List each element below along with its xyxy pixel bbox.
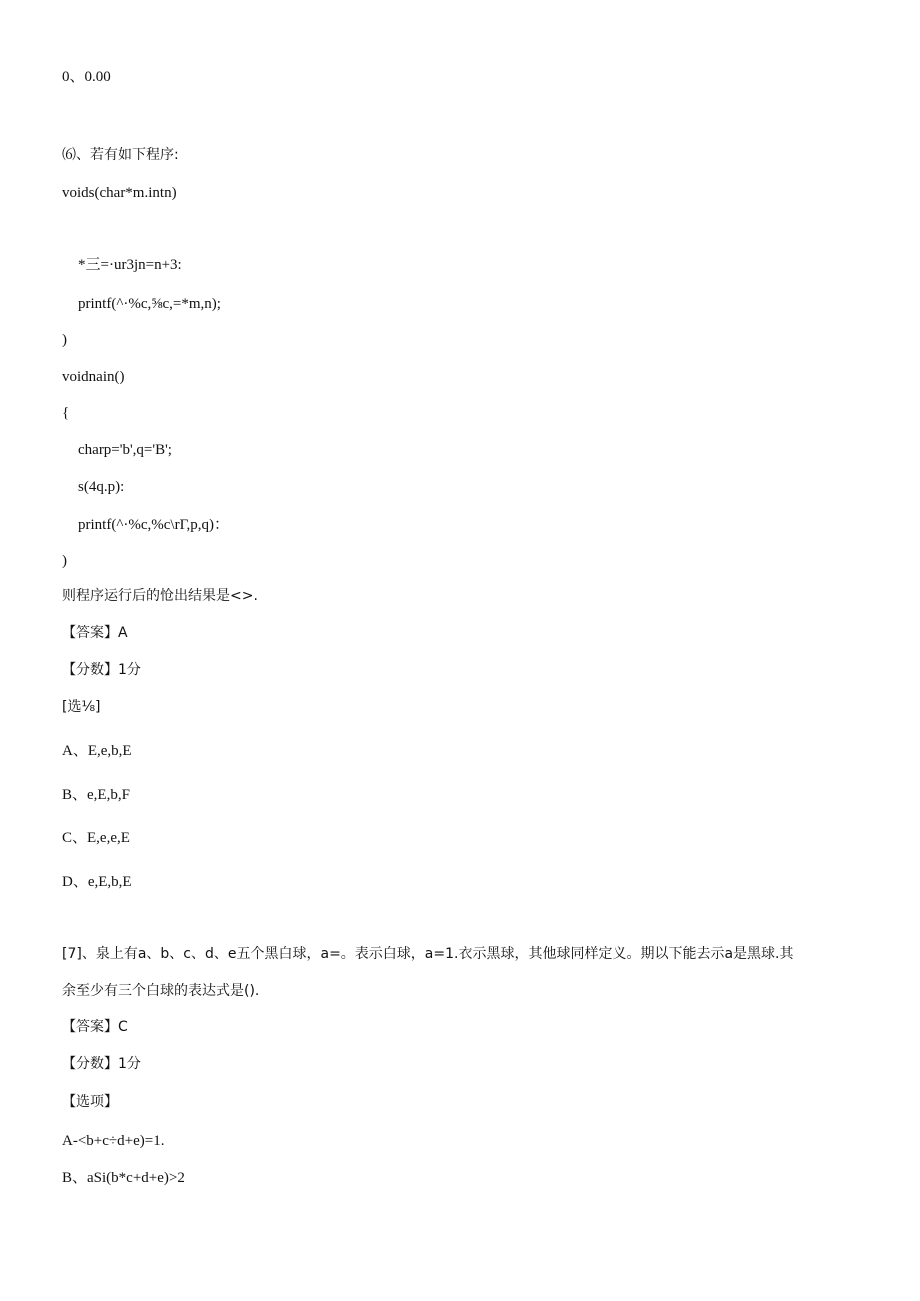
code-line: printf(^·%c,%c\rΓ,p,q)： — [78, 517, 229, 533]
question-7-heading: [7]、泉上有a、b、c、d、e五个黑白球，a=。表示白球，a=1.衣示黑球，其他球同样定义。期以下能去示a是黑球.其 — [62, 946, 794, 962]
score-label: 【分数】1分 — [62, 662, 141, 678]
answer-label: 【答案】C — [62, 1019, 128, 1035]
code-line: charp='b',q='B'; — [78, 442, 172, 458]
code-line: voidnain() — [62, 369, 125, 385]
options-heading: 【选项】 — [62, 1094, 118, 1110]
option-a: A、E,e,b,E — [62, 743, 132, 759]
code-line: s(4q.p): — [78, 479, 125, 495]
option-d: D、e,E,b,E — [62, 874, 132, 890]
option-b: B、e,E,b,F — [62, 787, 130, 803]
code-line: ) — [62, 553, 67, 569]
option-c: C、E,e,e,E — [62, 830, 130, 846]
options-heading: [选⅛] — [62, 699, 101, 715]
question-7-continuation: 余至少有三个白球的表达式是(). — [62, 983, 260, 999]
code-line: printf(^·%c,⅝c,=*m,n); — [78, 296, 221, 312]
option-a: A-<b+c÷d+e)=1. — [62, 1133, 165, 1149]
question-6-heading: ⑹、若有如下程序: — [62, 147, 179, 163]
code-line: voids(char*m.intn) — [62, 185, 177, 201]
code-line: *三=·ur3jn=n+3: — [78, 257, 182, 273]
question-prompt: 则程序运行后的怆出结果是<>. — [62, 588, 258, 604]
answer-line: 0、0.00 — [62, 69, 111, 85]
answer-label: 【答案】A — [62, 625, 128, 641]
code-line: { — [62, 405, 70, 421]
score-label: 【分数】1分 — [62, 1056, 141, 1072]
option-b: B、aSi(b*c+d+e)>2 — [62, 1170, 185, 1186]
code-line: ) — [62, 332, 67, 348]
